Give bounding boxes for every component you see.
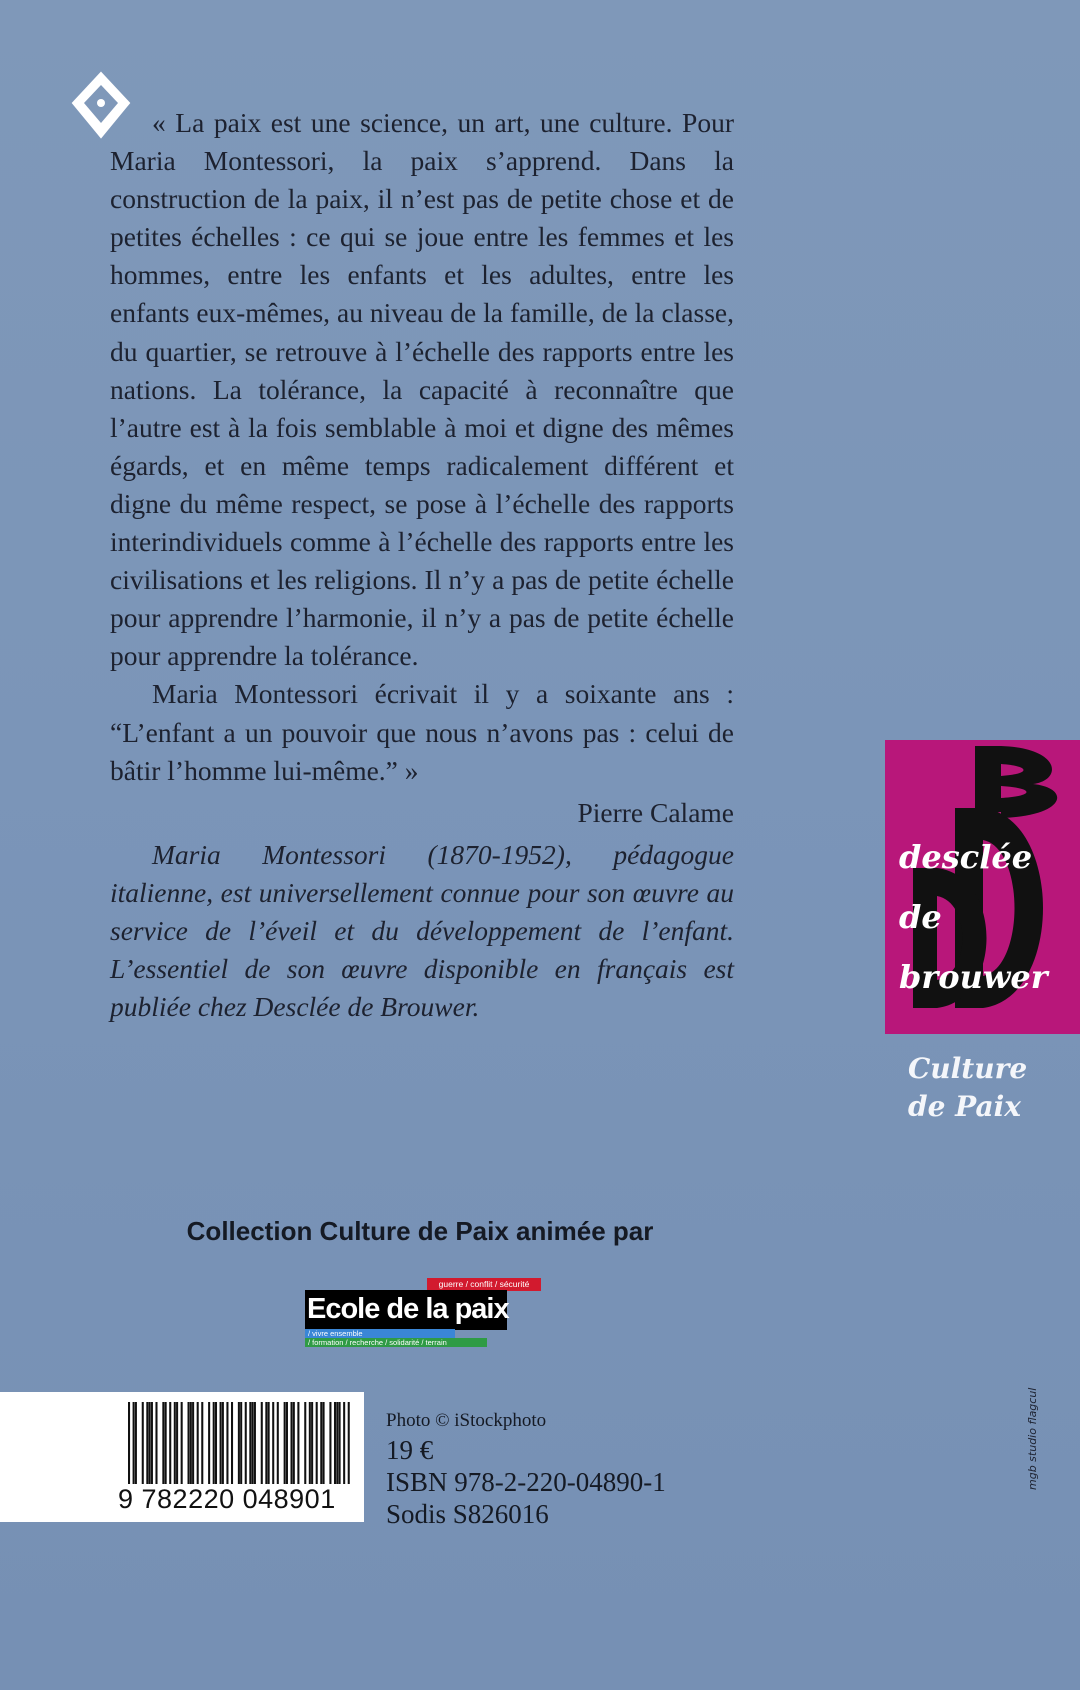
- price: 19 €: [386, 1435, 434, 1465]
- ecole-de-la-paix-logo: [305, 1278, 537, 1347]
- barcode-bar: [146, 1402, 148, 1484]
- isbn: ISBN 978-2-220-04890-1: [386, 1467, 666, 1497]
- ecole-tag-red: guerre / conflit / sécurité: [427, 1278, 541, 1291]
- barcode-bar: [286, 1402, 288, 1484]
- barcode-bar: [128, 1402, 130, 1484]
- quote-author: Pierre Calame: [577, 796, 734, 828]
- barcode-bar: [222, 1402, 224, 1484]
- barcode-bar: [149, 1402, 151, 1484]
- barcode-bar: [240, 1402, 242, 1484]
- back-cover-text: [110, 104, 734, 1026]
- barcode-bar: [293, 1402, 295, 1484]
- publisher-line3: brouwer: [899, 958, 1048, 996]
- barcode-bar: [176, 1402, 178, 1484]
- barcode-bar: [284, 1402, 286, 1484]
- quote-paragraph-2: Maria Montessori écrivait il y a soixante ans : “L’enfant a un pouvoir que nous n’avons pas : celui de bâtir l’homme lui-même.” »: [110, 678, 734, 786]
- collection-label-line2: de Paix: [908, 1090, 1021, 1123]
- barcode-icon: [128, 1402, 350, 1484]
- barcode-bar: [316, 1402, 318, 1484]
- ecole-name: Ecole de la paix: [305, 1290, 507, 1330]
- barcode-bar: [272, 1402, 274, 1484]
- barcode-bar: [339, 1402, 341, 1484]
- barcode-bar: [320, 1402, 322, 1484]
- collection-line: Collection Culture de Paix animée par: [186, 1216, 654, 1246]
- barcode-bar: [277, 1402, 279, 1484]
- barcode-bar: [311, 1402, 313, 1484]
- barcode-bar: [297, 1402, 299, 1484]
- barcode-bar: [231, 1402, 233, 1484]
- barcode-bar: [309, 1402, 311, 1484]
- barcode-bar: [249, 1402, 251, 1484]
- barcode-bar: [169, 1402, 171, 1484]
- barcode-bar: [261, 1402, 263, 1484]
- barcode-bar: [268, 1402, 270, 1484]
- sodis-code: Sodis S826016: [386, 1499, 549, 1529]
- author-bio: Maria Montessori (1870-1952), pédagogue italienne, est universellement connue pour son œuvre au service de l’éveil et du développement de l’enfant. L’essentiel de son œuvre disponible en français est publiée chez Desclée de Brouwer.: [110, 838, 734, 1023]
- barcode-bar: [336, 1402, 338, 1484]
- barcode-bar: [226, 1402, 228, 1484]
- barcode-bar: [208, 1402, 210, 1484]
- barcode-bar: [190, 1402, 192, 1484]
- barcode-bar: [174, 1402, 176, 1484]
- barcode-bar: [343, 1402, 345, 1484]
- barcode-bar: [133, 1402, 135, 1484]
- barcode-bar: [245, 1402, 247, 1484]
- barcode-bar: [181, 1402, 183, 1484]
- barcode-bar: [238, 1402, 240, 1484]
- barcode-bar: [188, 1402, 190, 1484]
- barcode-bar: [348, 1402, 350, 1484]
- collection-label-line1: Culture: [908, 1052, 1028, 1085]
- ecole-tag-green: / formation / recherche / solidarité / terrain: [305, 1338, 487, 1347]
- barcode-bar: [304, 1402, 306, 1484]
- barcode-digits: 9 782220 048901: [118, 1484, 336, 1514]
- barcode-bar: [155, 1402, 157, 1484]
- barcode-bar: [290, 1402, 292, 1484]
- barcode-bar: [252, 1402, 254, 1484]
- barcode-bar: [215, 1402, 217, 1484]
- barcode-bar: [201, 1402, 203, 1484]
- barcode-bar: [254, 1402, 256, 1484]
- photo-credit: Photo © iStockphoto: [386, 1410, 547, 1431]
- publication-info: [386, 1408, 666, 1530]
- barcode-panel: [0, 1392, 364, 1522]
- publisher-line2: de: [899, 898, 942, 936]
- publisher-line1: desclée: [899, 838, 1033, 876]
- barcode-bar: [192, 1402, 194, 1484]
- barcode-bar: [135, 1402, 137, 1484]
- ecole-tag-blue: / vivre ensemble: [305, 1329, 455, 1338]
- barcode-bar: [142, 1402, 144, 1484]
- barcode-bar: [165, 1402, 167, 1484]
- barcode-bar: [323, 1402, 325, 1484]
- barcode-bar: [197, 1402, 199, 1484]
- barcode-bar: [329, 1402, 331, 1484]
- barcode-bar: [220, 1402, 222, 1484]
- barcode-bar: [334, 1402, 336, 1484]
- barcode-bar: [213, 1402, 215, 1484]
- barcode-bar: [162, 1402, 164, 1484]
- barcode-bar: [151, 1402, 153, 1484]
- quote-paragraph-1: « La paix est une science, un art, une culture. Pour Maria Montessori, la paix s’apprend. Dans la construction de la paix, il n’est pas de petite chose et de petites échelles : ce qui se joue entre les femmes et les hommes, entre les enfants et les adultes, entre les enfants eux-mêmes, au niveau de la famille, de la classe, du quartier, se retrouve à l’échelle des rapports entre les nations. La tolérance, la capacité à reconnaître que l’autre est à la fois semblable à moi et digne des mêmes égards, et en même temps radicalement différent et digne du même respect, se pose à l’échelle des rapports interindividuels comme à l’échelle des rapports entre les civilisations et les religions. Il n’y a pas de petite échelle pour apprendre l’harmonie, il n’y a pas de petite échelle pour apprendre la tolérance.: [110, 107, 734, 672]
- collection-label: [908, 1050, 1027, 1126]
- publisher-logo: [885, 740, 1080, 1034]
- design-credit: mgb studio flagcul: [1026, 1387, 1039, 1490]
- barcode-bar: [265, 1402, 267, 1484]
